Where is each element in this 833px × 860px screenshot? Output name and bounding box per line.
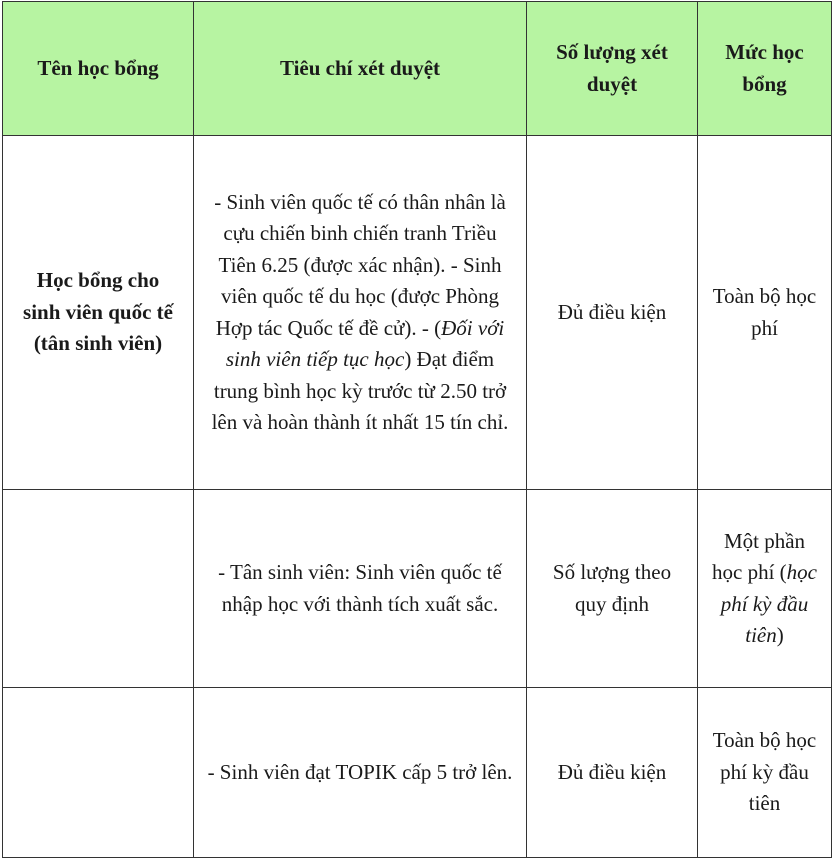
table-header-row (3, 2, 832, 136)
amount-cell: Toàn bộ học phí (698, 136, 832, 490)
amount-text: Một phần học phí ( (712, 528, 806, 584)
quantity-cell: Đủ điều kiện (527, 136, 698, 490)
table-row (3, 490, 832, 688)
scholarship-name-cell (3, 490, 194, 688)
scholarship-name-cell: Học bổng cho sinh viên quốc tế (tân sinh viên) (3, 136, 194, 490)
table-row (3, 136, 832, 490)
criteria-cell: - Sinh viên đạt TOPIK cấp 5 trở lên. (194, 688, 527, 858)
criteria-text-cont: ) Đạt điểm trung bình học kỳ trước từ 2.50 trở lên và hoàn thành ít nhất 15 tín chỉ. (211, 347, 509, 434)
quantity-cell: Số lượng theo quy định (527, 490, 698, 688)
amount-text-cont: ) (776, 623, 784, 647)
header-criteria: Tiêu chí xét duyệt (194, 2, 527, 136)
header-scholarship-name: Tên học bổng (3, 2, 194, 136)
scholarship-table (2, 1, 832, 858)
quantity-cell: Đủ điều kiện (527, 688, 698, 858)
scholarship-name-cell (3, 688, 194, 858)
criteria-cell: - Tân sinh viên: Sinh viên quốc tế nhập học với thành tích xuất sắc. (194, 490, 527, 688)
amount-italic-text: học phí kỳ đầu tiên (720, 560, 817, 647)
amount-cell (698, 490, 832, 688)
criteria-cell (194, 136, 527, 490)
criteria-text: - Sinh viên quốc tế có thân nhân là cựu chiến binh chiến tranh Triều Tiên 6.25 (được xác nhận). - Sinh viên quốc tế du học (được Phòng Hợp tác Quốc tế đề cử). - ( (214, 189, 506, 340)
criteria-italic-text: Đối với sinh viên tiếp tục học (225, 315, 505, 371)
header-quantity: Số lượng xét duyệt (527, 2, 698, 136)
header-amount: Mức học bổng (698, 2, 832, 136)
table-row (3, 688, 832, 858)
amount-cell: Toàn bộ học phí kỳ đầu tiên (698, 688, 832, 858)
